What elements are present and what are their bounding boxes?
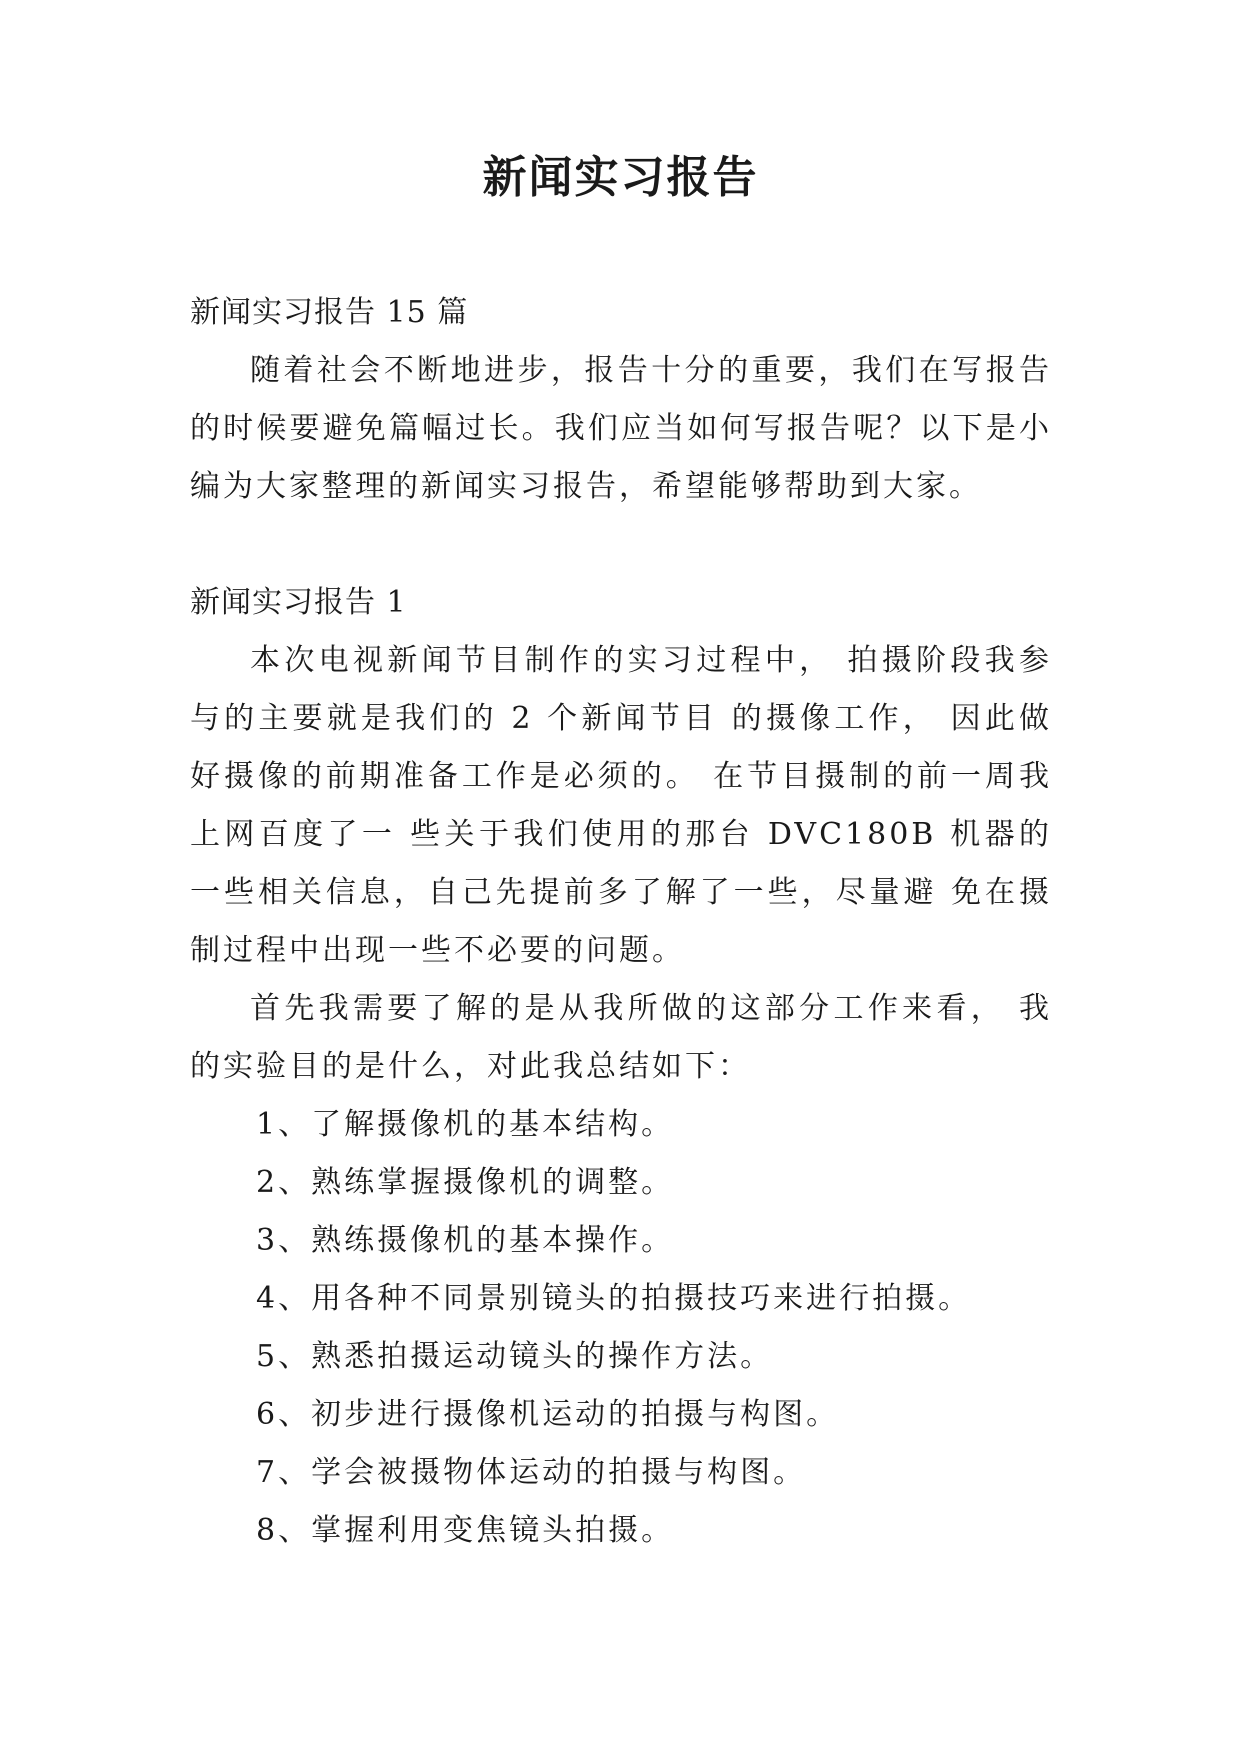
list-item: 2、熟练掌握摄像机的调整。 [256, 1165, 675, 1200]
section-heading: 新闻实习报告 1 [190, 585, 407, 620]
list-item: 6、初步进行摄像机运动的拍摄与构图。 [256, 1397, 840, 1432]
intro-heading: 新闻实习报告 15 篇 [190, 295, 469, 330]
intro-paragraph: 随着社会不断地进步，报告十分的重要，我们在写报告的时候要避免篇幅过长。我们应当如何写报告呢？以下是小编为大家整理的新闻实习报告，希望能够帮助到大家。 [190, 353, 1052, 504]
list-item: 1、了解摄像机的基本结构。 [256, 1107, 675, 1142]
section-paragraph: 首先我需要了解的是从我所做的这部分工作来看， 我的实验目的是什么，对此我总结如下： [190, 991, 1052, 1084]
list-item: 4、用各种不同景别镜头的拍摄技巧来进行拍摄。 [256, 1281, 972, 1316]
document-body [190, 284, 1052, 1560]
list-item: 5、熟悉拍摄运动镜头的操作方法。 [256, 1339, 774, 1374]
document-title: 新闻实习报告 [482, 152, 759, 203]
list-item: 7、学会被摄物体运动的拍摄与构图。 [256, 1455, 807, 1490]
list-item: 3、熟练摄像机的基本操作。 [256, 1223, 675, 1258]
section-paragraph: 本次电视新闻节目制作的实习过程中， 拍摄阶段我参与的主要就是我们的 2 个新闻节目 的摄像工作， 因此做好摄像的前期准备工作是必须的。 在节目摄制的前一周我上网百度了一 些关于我们使用的那台 DVC180B 机器的一些相关信息，自己先提前多了解了一些，尽量避 免在摄制过程中出现一些不必要的问题。 [190, 643, 1052, 968]
section-spacer [190, 516, 1052, 574]
list-item: 8、掌握利用变焦镜头拍摄。 [256, 1513, 675, 1548]
